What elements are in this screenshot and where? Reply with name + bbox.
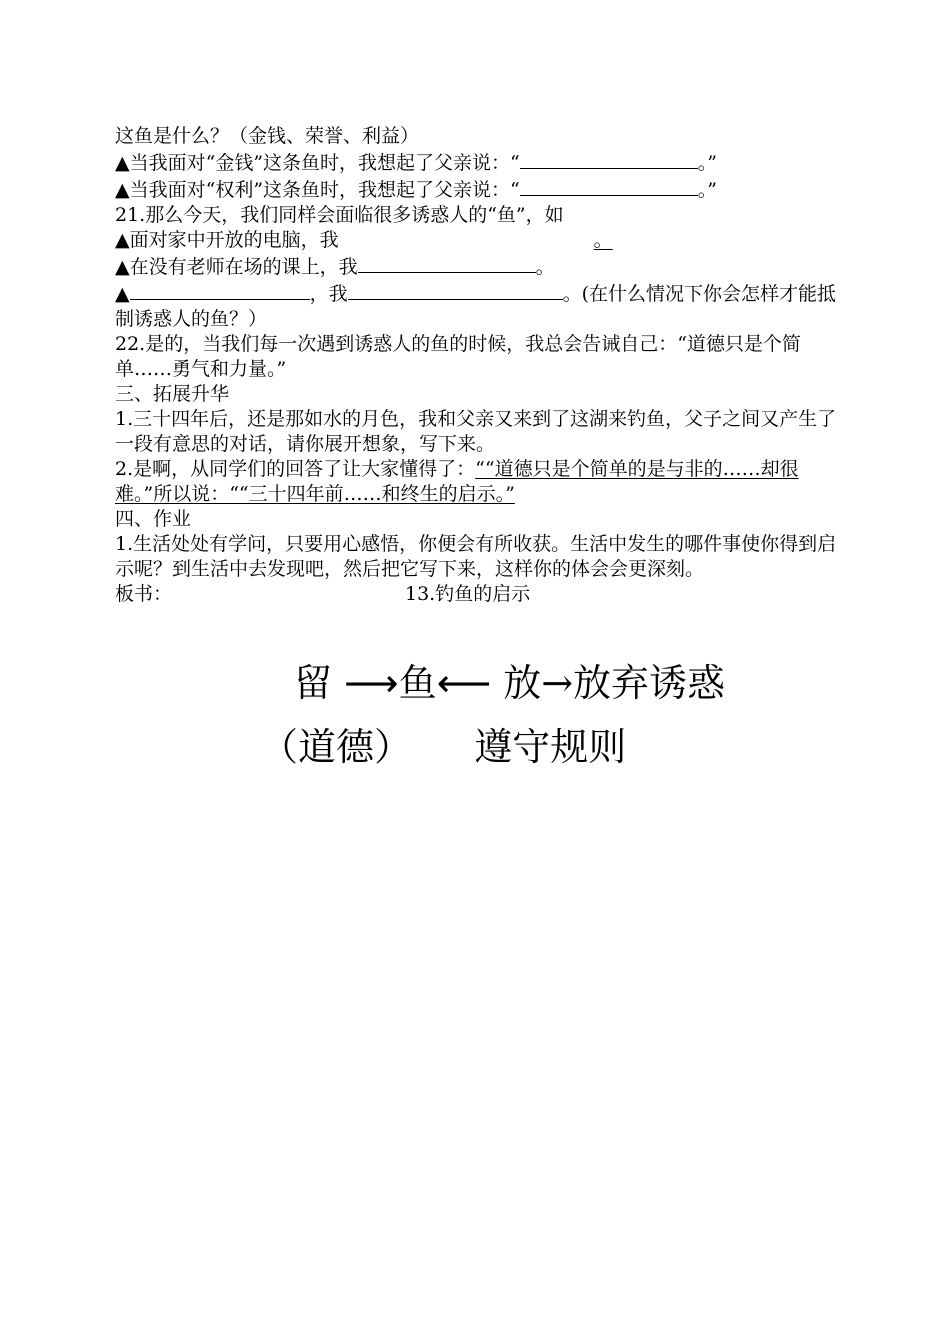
section-heading-4: 四、作业 <box>115 508 192 530</box>
section-4-item-1: 1.生活处处有学问，只要用心感悟，你便会有所收获。生活中发生的哪件事使你得到启示呢？到生活中去发现吧，然后把它写下来，这样你的体会会更深刻。 <box>115 533 837 580</box>
question-21-class-end: 。 <box>535 256 555 278</box>
section-3-item-2 <box>115 457 840 507</box>
question-22: 22.是的，当我们每一次遇到诱惑人的鱼的时候，我总会告诫自己：“道德只是个简单……勇气和力量。” <box>115 333 801 380</box>
question-21-class <box>115 253 840 280</box>
board-keep: 留 <box>294 661 333 705</box>
question-intro: 这鱼是什么？（金钱、荣誉、利益） <box>115 125 420 147</box>
answer-blank-money[interactable] <box>520 149 698 169</box>
question-21-computer-text: ▲面对家中开放的电脑，我 <box>115 229 339 251</box>
board-release: 放 <box>503 661 542 705</box>
board-fish: 鱼 <box>398 661 437 705</box>
question-21: 21.那么今天，我们同样会面临很多诱惑人的“鱼”，如 <box>115 204 564 226</box>
question-21-open-mark: ▲ <box>115 283 130 305</box>
lesson-content <box>115 124 840 607</box>
answer-blank-action[interactable] <box>348 280 563 300</box>
answer-blank-power[interactable] <box>520 176 698 196</box>
question-money-end: 。” <box>697 152 717 174</box>
board-title: 13.钓鱼的启示 <box>405 583 531 605</box>
board-label: 板书： <box>115 583 173 605</box>
section-3-item-1: 1.三十四年后，还是那如水的月色，我和父亲又来到了这湖来钓鱼，父子之间又产生了一段有意思的对话，请你展开想象，写下来。 <box>115 408 837 455</box>
question-power-text: ▲当我面对“权利”这条鱼时，我想起了父亲说：“ <box>115 179 520 201</box>
section-3-item-2-text: 2.是啊，从同学们的回答了让大家懂得了： <box>115 458 476 480</box>
board-follow-rules: 遵守规则 <box>474 725 627 769</box>
question-21-class-text: ▲在没有老师在场的课上，我 <box>115 256 358 278</box>
board-diagram-row-1 <box>294 660 725 706</box>
answer-blank-computer[interactable]: 。 <box>593 229 613 251</box>
question-21-computer <box>115 228 840 253</box>
answer-blank-class[interactable] <box>358 253 536 273</box>
question-power <box>115 176 840 203</box>
section-heading-3: 三、拓展升华 <box>115 383 230 405</box>
board-diagram-row-2 <box>260 724 626 770</box>
arrow-left-icon: ⟵ <box>436 661 492 705</box>
board-header <box>115 582 840 607</box>
section-3-item-2-quote: ““道德只是个简单的是与非的……却很难。”所以说：““三十四年前……和终生的启示。” <box>115 458 799 505</box>
answer-blank-situation[interactable] <box>130 280 310 300</box>
question-money-text: ▲当我面对“金钱”这条鱼时，我想起了父亲说：“ <box>115 152 520 174</box>
arrow-right-icon: ⟶ <box>344 661 399 705</box>
question-21-open <box>115 280 840 332</box>
question-21-open-mid: ，我 <box>309 283 348 305</box>
question-power-end: 。” <box>697 179 717 201</box>
question-money <box>115 149 840 176</box>
arrow-right-small-icon: → <box>541 661 574 705</box>
question-21-open-tail: 。(在什么情况下你会怎样才能抵制诱惑人的鱼？） <box>115 283 837 330</box>
board-release-result: 放弃诱惑 <box>573 661 726 705</box>
board-morality: （道德） <box>260 725 413 769</box>
